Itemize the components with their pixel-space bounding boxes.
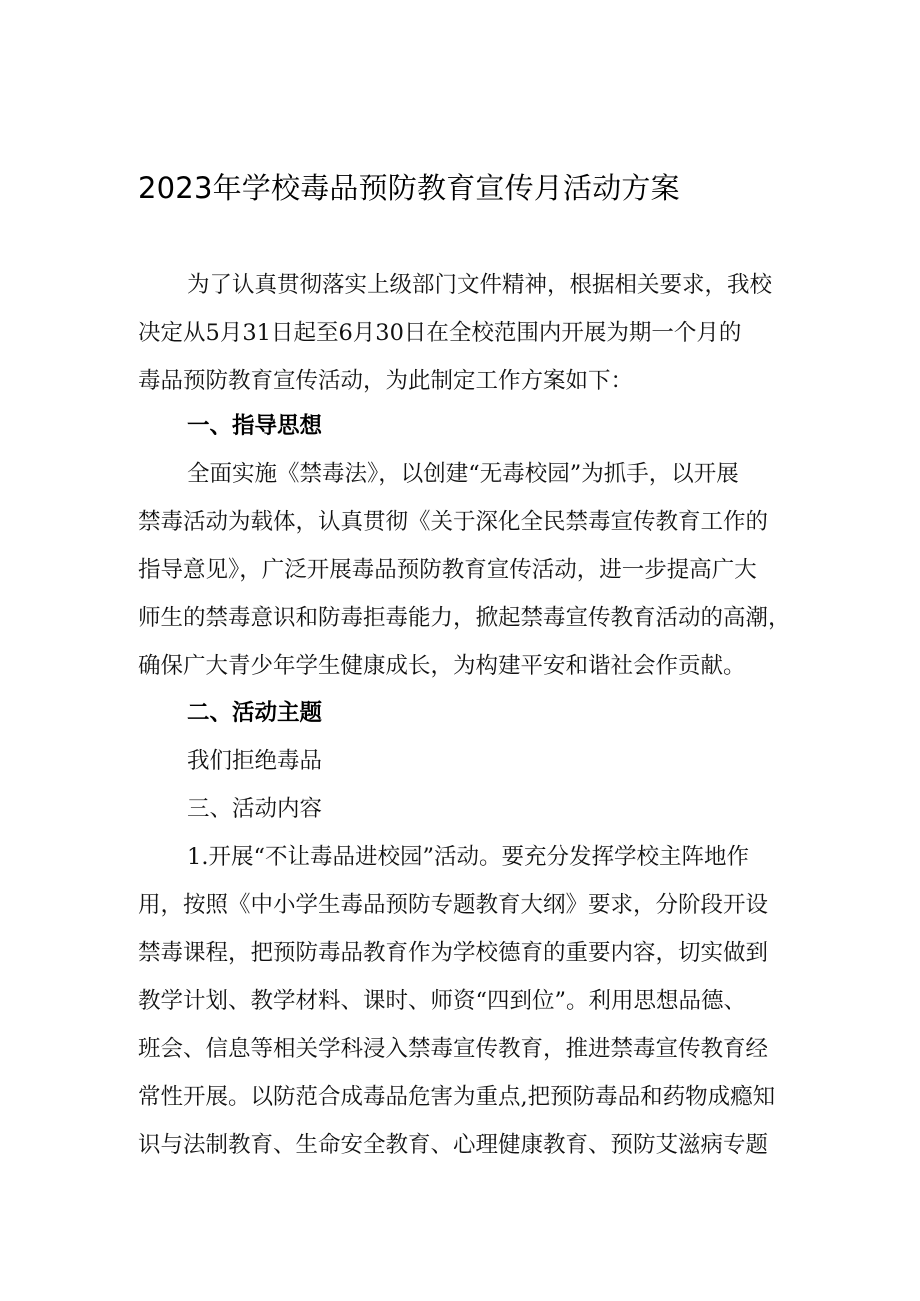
section1-line: 禁毒活动为载体，认真贯彻《关于深化全民禁毒宣传教育工作的: [138, 509, 769, 535]
section3-line: 禁毒课程，把预防毒品教育作为学校德育的重要内容，切实做到: [138, 940, 769, 966]
section-heading-activity-theme: 二、活动主题: [187, 700, 323, 726]
section3-line: 识与法制教育、生命安全教育、心理健康教育、预防艾滋病专题: [138, 1132, 769, 1158]
section2-line: 我们拒绝毒品: [187, 748, 323, 774]
section-heading-guiding-ideology: 一、指导思想: [187, 413, 323, 439]
section-heading-activity-content: 三、活动内容: [187, 796, 323, 822]
section3-line: 班会、信息等相关学科浸入禁毒宣传教育，推进禁毒宣传教育经: [138, 1036, 769, 1062]
document-title: 2023年学校毒品预防教育宣传月活动方案: [138, 171, 680, 205]
section3-line: 常性开展。以防范合成毒品危害为重点,把预防毒品和药物成瘾知: [138, 1084, 776, 1110]
intro-line: 决定从5月31日起至6月30日在全校范围内开展为期一个月的: [138, 320, 742, 346]
section3-line: 用，按照《中小学生毒品预防专题教育大纲》要求，分阶段开设: [138, 892, 769, 918]
section1-line: 指导意见》，广泛开展毒品预防教育宣传活动，进一步提高广大: [138, 557, 757, 583]
section3-line: 教学计划、教学材料、课时、师资“四到位”。利用思想品德、: [138, 988, 747, 1014]
intro-line: 为了认真贯彻落实上级部门文件精神，根据相关要求，我校: [187, 272, 773, 298]
section1-line: 师生的禁毒意识和防毒拒毒能力，掀起禁毒宣传教育活动的高潮，: [138, 605, 791, 631]
section1-line: 全面实施《禁毒法》，以创建“无毒校园”为抓手，以开展: [187, 461, 739, 487]
section3-line: 1.开展“不让毒品进校园”活动。要充分发挥学校主阵地作: [187, 844, 749, 870]
intro-line: 毒品预防教育宣传活动，为此制定工作方案如下：: [138, 368, 634, 394]
section1-line: 确保广大青少年学生健康成长，为构建平安和谐社会作贡献。: [138, 653, 746, 679]
